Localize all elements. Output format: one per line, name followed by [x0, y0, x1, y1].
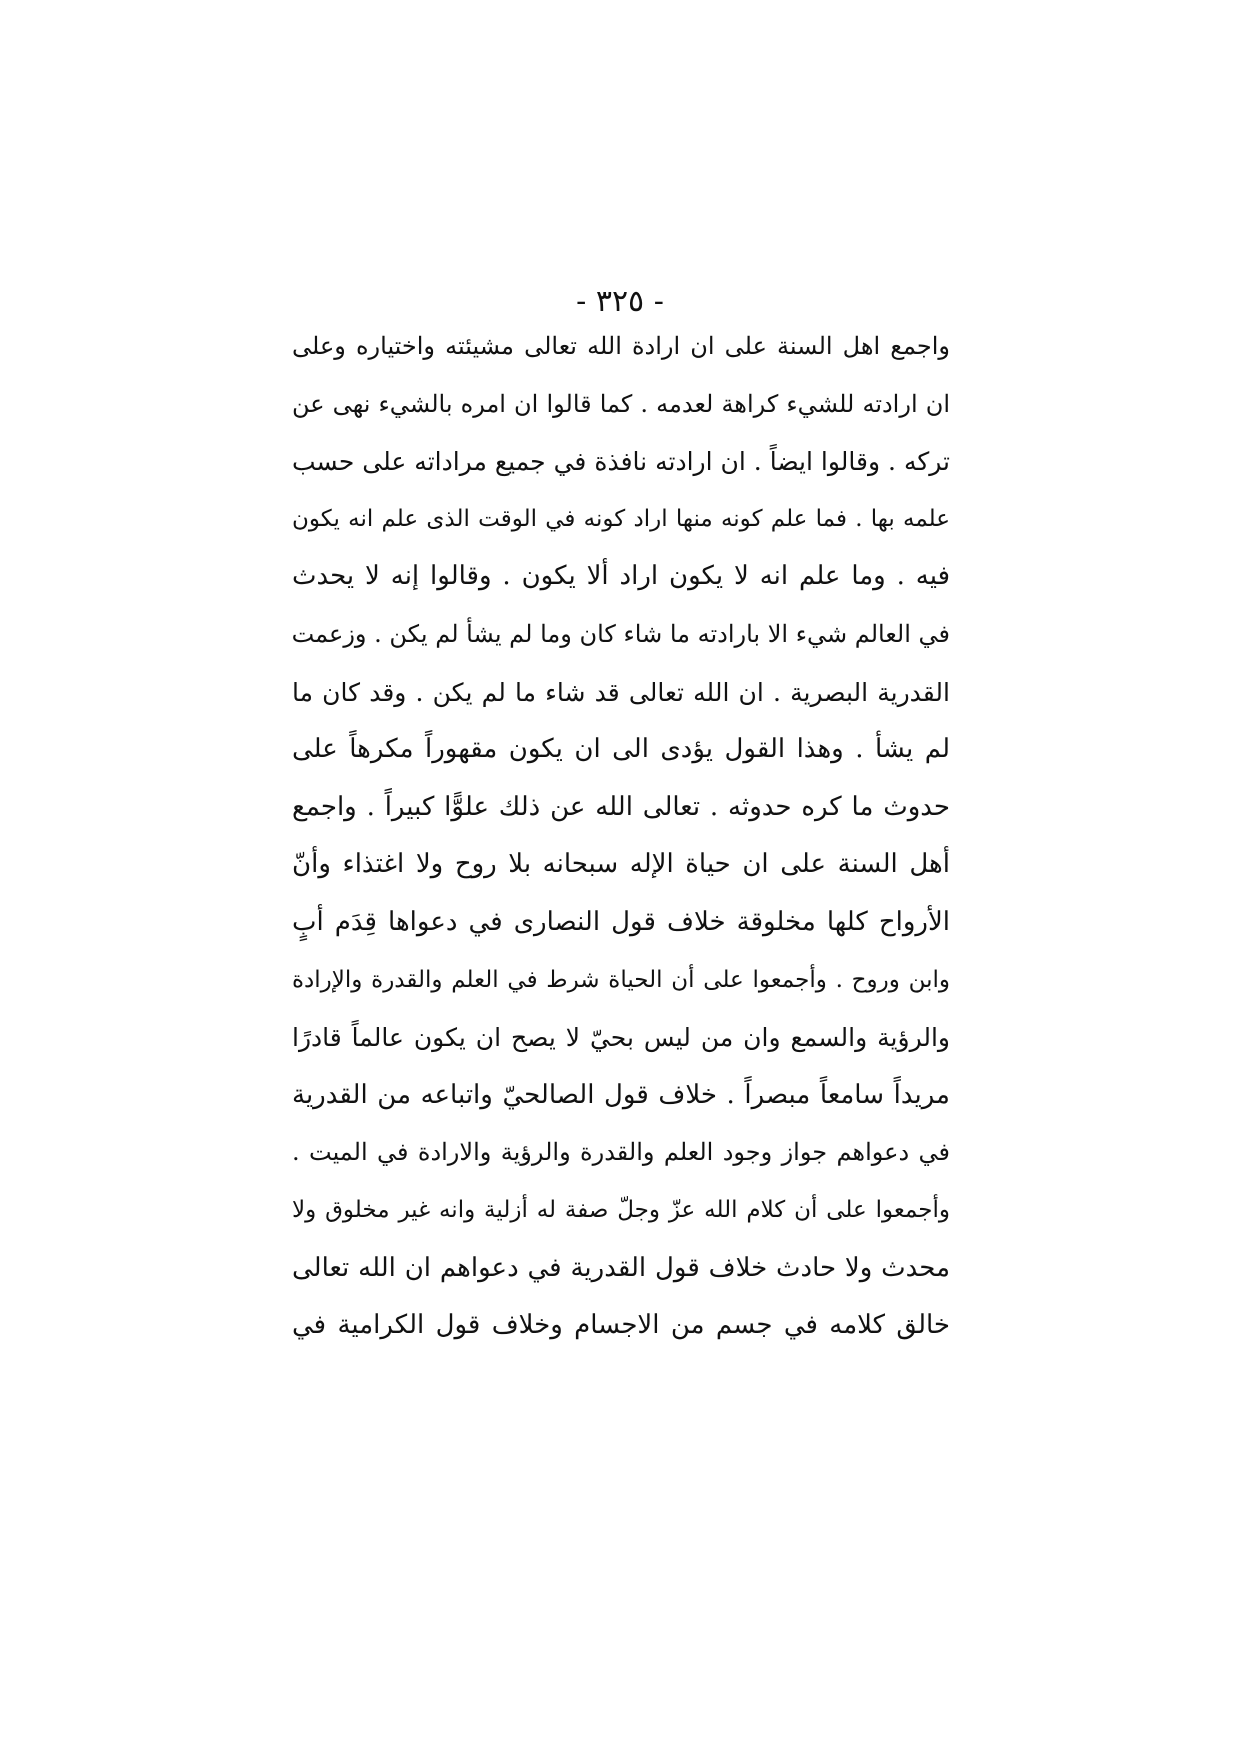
text-line-4: علمه بها . فما علم كونه منها اراد كونه في الوقت الذى علم انه يكون: [292, 505, 950, 532]
text-line-12: وابن وروح . وأجمعوا على أن الحياة شرط في العلم والقدرة والإرادة: [292, 966, 950, 993]
text-line-5: فيه . وما علم انه لا يكون اراد ألا يكون . وقالوا إنه لا يحدث: [292, 561, 950, 592]
body-text: [292, 318, 950, 1355]
text-line-14: مريداً سامعاً مبصراً . خلاف قول الصالحيّ واتباعه من القدرية: [292, 1079, 950, 1110]
text-line-10: أهل السنة على ان حياة الإله سبحانه بلا روح ولا اغتذاء وأنّ: [292, 849, 950, 880]
text-line-16: وأجمعوا على أن كلام الله عزّ وجلّ صفة له أزلية وانه غير مخلوق ولا: [292, 1196, 950, 1223]
text-line-11: الأرواح كلها مخلوقة خلاف قول النصارى في دعواها قِدَم أبٍ: [292, 906, 950, 937]
text-line-7: القدرية البصرية . ان الله تعالى قد شاء ما لم يكن . وقد كان ما: [292, 677, 950, 707]
text-line-15: في دعواهم جواز وجود العلم والقدرة والرؤية والارادة في الميت .: [292, 1138, 950, 1167]
text-line-17: محدث ولا حادث خلاف قول القدرية في دعواهم ان الله تعالى: [292, 1252, 950, 1283]
text-line-3: تركه . وقالوا ايضاً . ان ارادته نافذة في جميع مراداته على حسب: [292, 447, 950, 477]
text-line-8: لم يشأ . وهذا القول يؤدى الى ان يكون مقهوراً مكرهاً على: [292, 734, 950, 765]
text-line-1: واجمع اهل السنة على ان ارادة الله تعالى مشيئته واختياره وعلى: [292, 332, 950, 360]
text-line-6: في العالم شيء الا بارادته ما شاء كان وما لم يشأ لم يكن . وزعمت: [292, 619, 950, 648]
text-line-9: حدوث ما كره حدوثه . تعالى الله عن ذلك علوًّا كبيراً . واجمع: [292, 791, 950, 822]
page-number: - ٣٢٥ -: [576, 284, 664, 319]
text-line-13: والرؤية والسمع وان من ليس بحيّ لا يصح ان يكون عالماً قادرًا: [292, 1023, 950, 1053]
text-line-18: خالق كلامه في جسم من الاجسام وخلاف قول الكرامية في: [292, 1310, 950, 1341]
text-line-2: ان ارادته للشيء كراهة لعدمه . كما قالوا ان امره بالشيء نهى عن: [292, 389, 950, 418]
